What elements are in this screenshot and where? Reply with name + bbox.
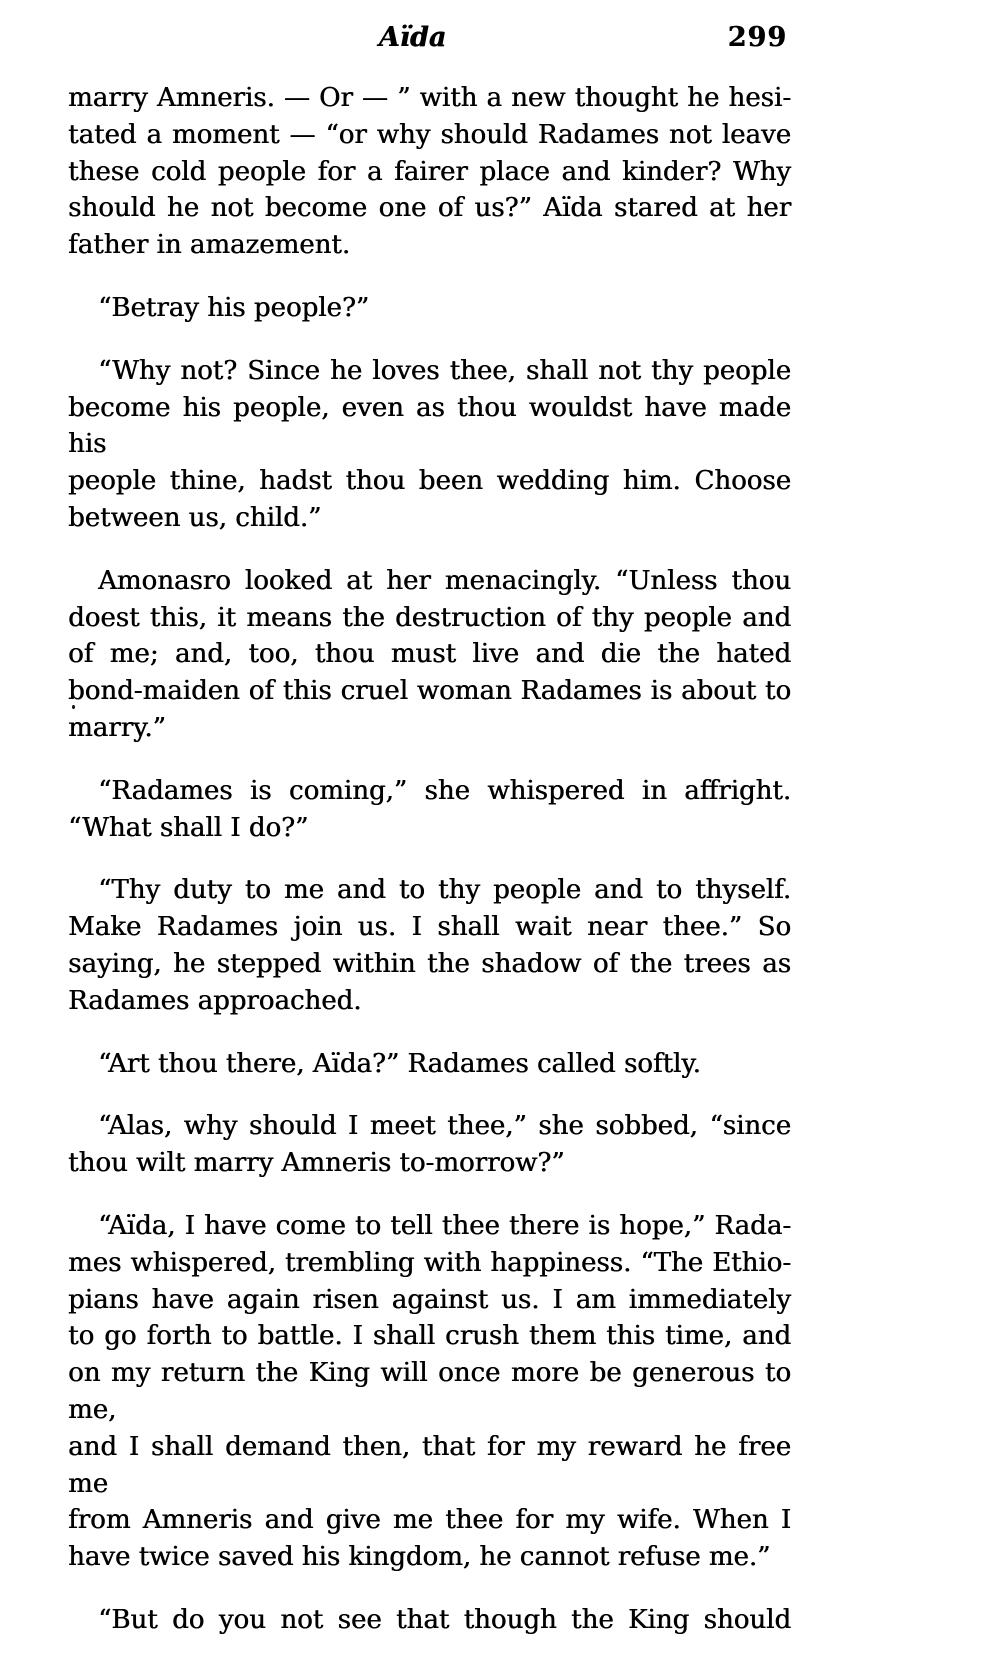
text-line: pians have again risen against us. I am immediately: [68, 1284, 791, 1315]
text-line: people thine, hadst thou been wedding him. Choose: [68, 466, 791, 497]
text-line: “Radames is coming,” she whispered in affright.: [98, 775, 791, 806]
text-line: tated a moment — “or why should Radames not leave: [68, 119, 791, 150]
text-line: of me; and, too, thou must live and die the hated: [68, 639, 791, 670]
running-title: Aïda: [378, 22, 447, 53]
text-line: Radames approached.: [68, 985, 362, 1016]
text-line: and I shall demand then, that for my reward he free me: [68, 1431, 791, 1499]
text-line: Amonasro looked at her menacingly. “Unless thou: [98, 565, 791, 596]
text-line: father in amazement.: [68, 230, 350, 261]
text-line: mes whispered, trembling with happiness. “The Ethio-: [68, 1247, 791, 1278]
text-line: from Amneris and give me thee for my wife. When I: [68, 1505, 791, 1536]
text-line: have twice saved his kingdom, he cannot refuse me.”: [68, 1542, 771, 1573]
text-line: saying, he stepped within the shadow of the trees as: [68, 948, 791, 979]
text-line: Make Radames join us. I shall wait near thee.” So: [68, 912, 791, 943]
text-line: “Art thou there, Aïda?” Radames called softly.: [98, 1048, 701, 1079]
text-line: “Why not? Since he loves thee, shall not thy people: [98, 355, 791, 386]
body-text: [68, 80, 791, 1639]
text-line: bond-maiden of this cruel woman Radames is about to: [68, 676, 791, 707]
text-line: doest this, it means the destruction of thy people and: [68, 602, 791, 633]
text-line: marry Amneris. — Or — ” with a new thought he hesi-: [68, 83, 791, 113]
text-line: “Thy duty to me and to thy people and to thyself.: [98, 875, 791, 906]
text-line: become his people, even as thou wouldst have made his: [68, 392, 791, 460]
text-line: on my return the King will once more be generous to me,: [68, 1358, 791, 1425]
text-block: [68, 20, 791, 1665]
page-header: [68, 20, 791, 56]
text-line: these cold people for a fairer place and kinder? Why: [68, 156, 791, 187]
text-line: “Alas, why should I meet thee,” she sobbed, “since: [98, 1111, 791, 1142]
text-line: “But do you not see that though the King should: [98, 1604, 791, 1635]
text-line: to go forth to battle. I shall crush them this time, and: [68, 1321, 791, 1352]
text-line: “Aïda, I have come to tell thee there is hope,” Rada-: [98, 1210, 791, 1241]
text-line: marry.”: [68, 712, 166, 743]
text-line: “Betray his people?”: [98, 292, 370, 323]
text-line: thou wilt marry Amneris to-morrow?”: [68, 1148, 565, 1179]
text-line: between us, child.”: [68, 502, 322, 533]
text-line: “What shall I do?”: [68, 812, 309, 843]
text-line: should he not become one of us?” Aïda stared at her: [68, 193, 791, 224]
page-number: 299: [727, 22, 787, 53]
